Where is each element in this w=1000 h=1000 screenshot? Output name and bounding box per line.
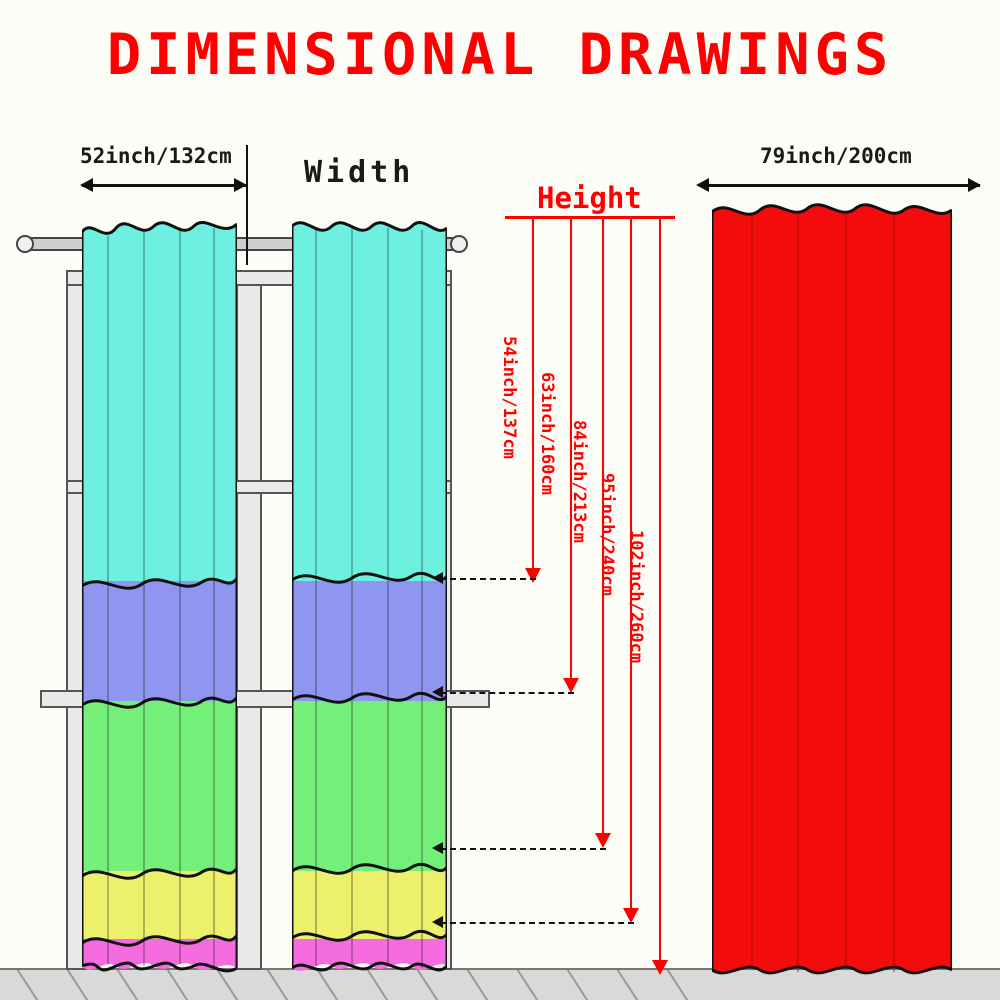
window-frame-center-post <box>236 270 262 970</box>
curtain-panel-left <box>82 216 237 976</box>
page-title: DIMENSIONAL DRAWINGS <box>106 22 894 88</box>
height-leader-arrow-84inch <box>432 842 443 854</box>
height-leader-84inch <box>440 848 606 850</box>
width-title-label: Width <box>304 155 415 190</box>
width-right-dimension-line <box>700 184 980 187</box>
height-leader-54inch <box>440 578 536 580</box>
height-label-63inch: 63inch/160cm <box>537 372 557 495</box>
height-line-54inch <box>532 216 534 576</box>
height-arrow-63inch <box>563 678 579 693</box>
height-label-95inch: 95inch/240cm <box>597 473 617 596</box>
curtain-panel-red <box>712 198 952 980</box>
width-right-label: 79inch/200cm <box>760 144 912 168</box>
height-leader-63inch <box>440 692 574 694</box>
height-title-label: Height <box>537 181 642 215</box>
width-left-dimension-line <box>82 184 246 187</box>
height-arrow-102inch <box>652 960 668 975</box>
height-arrow-95inch <box>623 908 639 923</box>
curtain-panel-right <box>292 216 447 976</box>
height-leader-arrow-63inch <box>432 686 443 698</box>
width-right-arrow-start <box>696 178 709 192</box>
curtain-rod-finial-right <box>450 235 468 253</box>
height-line-102inch <box>659 216 661 968</box>
height-leader-arrow-54inch <box>432 572 443 584</box>
height-top-reference-line <box>505 216 675 219</box>
height-label-102inch: 102inch/260cm <box>626 530 646 664</box>
height-arrow-84inch <box>595 833 611 848</box>
width-left-arrow-start <box>80 178 93 192</box>
height-leader-arrow-95inch <box>432 916 443 928</box>
height-arrow-54inch <box>525 568 541 583</box>
height-leader-95inch <box>440 922 634 924</box>
height-label-84inch: 84inch/213cm <box>569 420 589 543</box>
width-left-extension-line <box>246 145 248 265</box>
curtain-rod-finial-left <box>16 235 34 253</box>
width-left-label: 52inch/132cm <box>80 144 232 168</box>
height-label-54inch: 54inch/137cm <box>499 336 519 459</box>
width-right-arrow-end <box>968 178 981 192</box>
